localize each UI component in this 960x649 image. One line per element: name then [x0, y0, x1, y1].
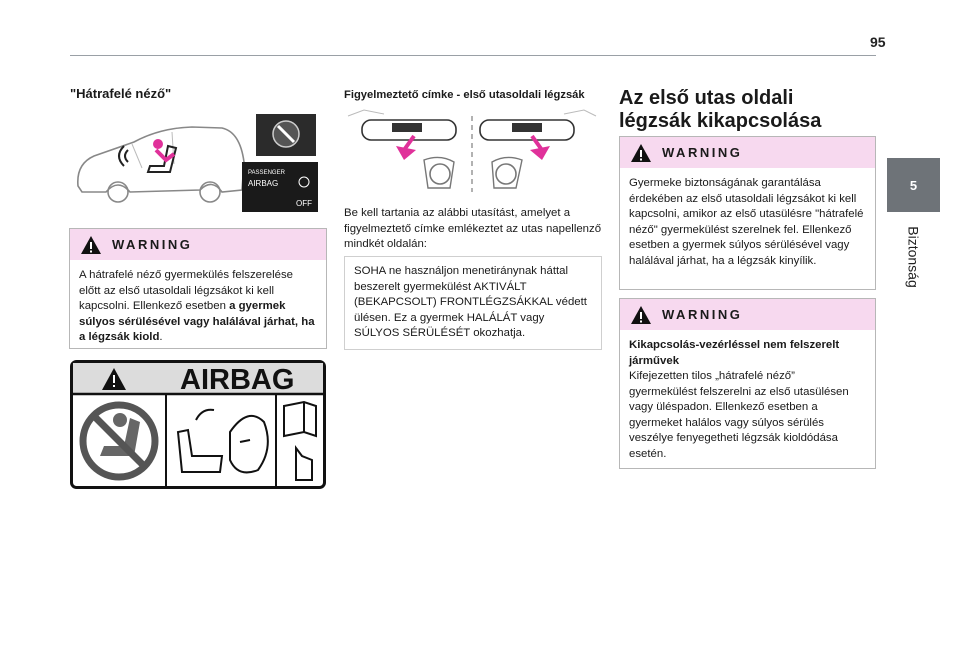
warning-content	[620, 330, 875, 462]
sun-visor-illustration	[344, 106, 600, 192]
no-switch-warning	[619, 298, 876, 469]
panel-passenger-text: PASSENGER	[248, 170, 285, 176]
rear-facing-warning	[69, 228, 327, 349]
warning-text: Gyermeke biztonságának garantálása érdekében az első utasoldali légzsákot ki kell kapcsolni, amikor az első utasülésre "hátrafelé néző" gyermekülést szerelnek fel. Ellenkező esetben a gyermek súlyos sérülésével vagy halálával járhat, ha a légzsák kinyílik.	[629, 177, 864, 267]
prohibited-child-seat-icon	[83, 405, 155, 477]
label-note: SOHA ne használjon menetiránynak háttal beszerelt gyermekülést AKTIVÁLT (BEKAPCSOLT) FRONTLÉGZSÁKKAL védett ülésen. Ez a gyermek HALÁLÁT vagy SÚLYOS SÉRÜLÉSÉT okozhatja.	[344, 256, 602, 350]
warning-triangle-icon	[630, 143, 652, 163]
chapter-title	[887, 212, 940, 302]
warning-text: A hátrafelé néző gyermekülés felszerelése előtt az első utasoldali légzsákot ki kell kapcsolni. Ellenkező esetben a gyermek súlyos sérülésével vagy halálával járhat, ha a légzsák kiold.	[79, 269, 315, 343]
panel-off-text: OFF	[296, 199, 312, 208]
warning-header	[620, 137, 875, 168]
warning-label: WARNING	[662, 307, 743, 322]
warning-triangle-icon	[630, 305, 652, 325]
warning-label: WARNING	[662, 145, 743, 160]
deactivation-heading: Az első utas oldali légzsák kikapcsolása	[619, 87, 822, 132]
rear-facing-heading: "Hátrafelé néző"	[70, 86, 172, 101]
warning-header	[620, 299, 875, 330]
label-paragraph: Be kell tartania az alábbi utasítást, amelyet a figyelmeztető címke emlékeztet az utas napellenző mindkét oldalán:	[344, 207, 602, 250]
warning-text: Kifejezetten tilos „hátrafelé néző” gyermekülést felszerelni az első utasülésen vagy üléspadon. Ellenkező esetben a gyermeket halálos vagy súlyos sérülés veszélye fenyegetheti légzsák kioldódása esetén.	[629, 370, 849, 460]
warning-title: Kikapcsolás-vezérléssel nem felszerelt járművek	[629, 339, 840, 367]
panel-airbag-text: AIRBAG	[248, 179, 279, 188]
warning-label: WARNING	[112, 237, 193, 252]
deactivation-warning	[619, 136, 876, 290]
chapter-title-text: Biztonság	[905, 226, 922, 288]
car-seat-illustration	[72, 112, 324, 216]
warning-header	[70, 229, 326, 260]
airbag-warning-label	[70, 360, 326, 489]
airbag-title: AIRBAG	[180, 364, 295, 396]
header-divider	[70, 55, 876, 56]
chapter-tab[interactable]: 5	[887, 158, 940, 212]
page-number: 95	[870, 34, 886, 50]
warning-triangle-icon	[80, 235, 102, 255]
label-heading: Figyelmeztető címke - első utasoldali légzsák	[344, 89, 585, 101]
